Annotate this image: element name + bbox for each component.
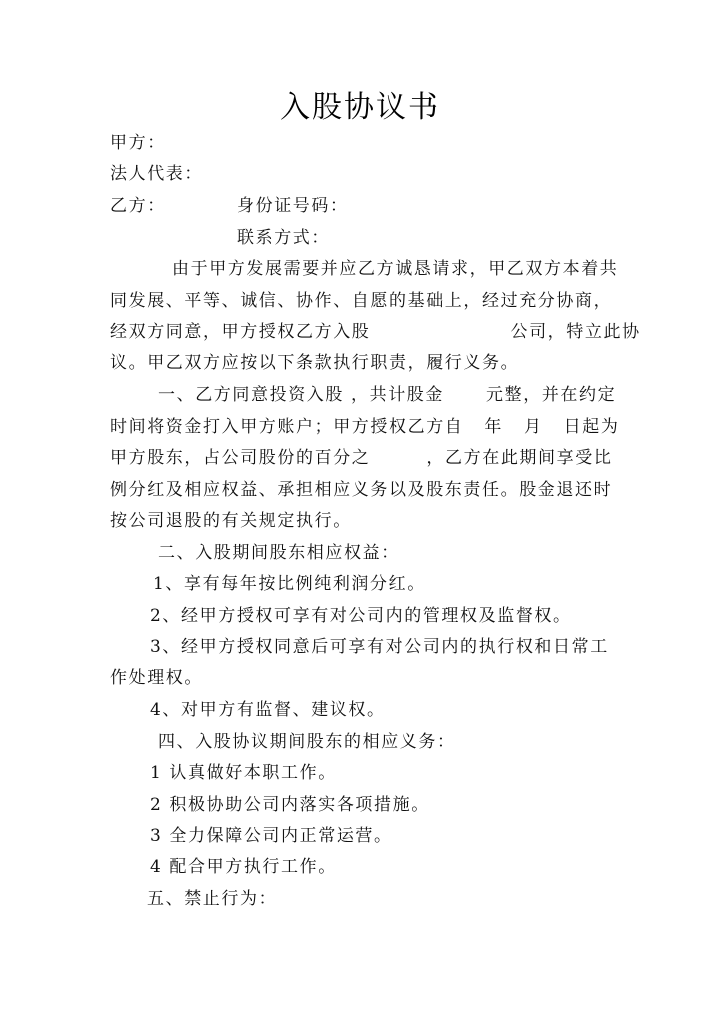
intro-line: 同发展、平等、诚信、协作、自愿的基础上，经过充分协商， bbox=[110, 291, 613, 311]
section2-heading: 二、入股期间股东相应权益： bbox=[158, 543, 400, 563]
section2-item: 作处理权。 bbox=[110, 668, 203, 688]
intro-line: 由于甲方发展需要并应乙方诚恳请求，甲乙双方本着共 bbox=[172, 259, 619, 279]
id-number-label: 身份证号码： bbox=[237, 196, 349, 216]
section1-line: 按公司退股的有关规定执行。 bbox=[110, 511, 352, 531]
section2-item: 4、对甲方有监督、建议权。 bbox=[150, 700, 386, 720]
section2-item: 3、经甲方授权同意后可享有对公司内的执行权和日常工 bbox=[150, 637, 609, 657]
intro-line: 经双方同意，甲方授权乙方入股 公司，特立此协 bbox=[110, 322, 641, 342]
section4-item: 3 全力保障公司内正常运营。 bbox=[150, 826, 393, 846]
legal-rep-label: 法人代表： bbox=[110, 164, 203, 184]
section4-item: 4 配合甲方执行工作。 bbox=[150, 857, 337, 877]
section1-line: 一、乙方同意投资入股 ，共计股金 元整，并在约定 bbox=[158, 385, 617, 405]
intro-line: 议。甲乙双方应按以下条款执行职责，履行义务。 bbox=[110, 353, 520, 373]
party-a-label: 甲方： bbox=[110, 133, 166, 153]
section5-heading: 五、禁止行为： bbox=[147, 889, 278, 909]
section1-line: 例分红及相应权益、承担相应义务以及股东责任。股金退还时 bbox=[110, 480, 613, 500]
contact-label: 联系方式： bbox=[237, 228, 330, 248]
party-b-label: 乙方： bbox=[110, 196, 166, 216]
section4-item: 2 积极协助公司内落实各项措施。 bbox=[150, 795, 430, 815]
section2-item: 2、经甲方授权可享有对公司内的管理权及监督权。 bbox=[150, 606, 572, 626]
section1-line: 甲方股东，占公司股份的百分之 ，乙方在此期间享受比 bbox=[110, 448, 613, 468]
section4-item: 1 认真做好本职工作。 bbox=[150, 763, 337, 783]
section2-item: 1、享有每年按比例纯利润分红。 bbox=[153, 574, 426, 594]
document-title: 入股协议书 bbox=[280, 90, 440, 125]
section1-line: 时间将资金打入甲方账户；甲方授权乙方自 年 月 日起为 bbox=[110, 417, 620, 437]
section4-heading: 四、入股协议期间股东的相应义务： bbox=[158, 732, 456, 752]
